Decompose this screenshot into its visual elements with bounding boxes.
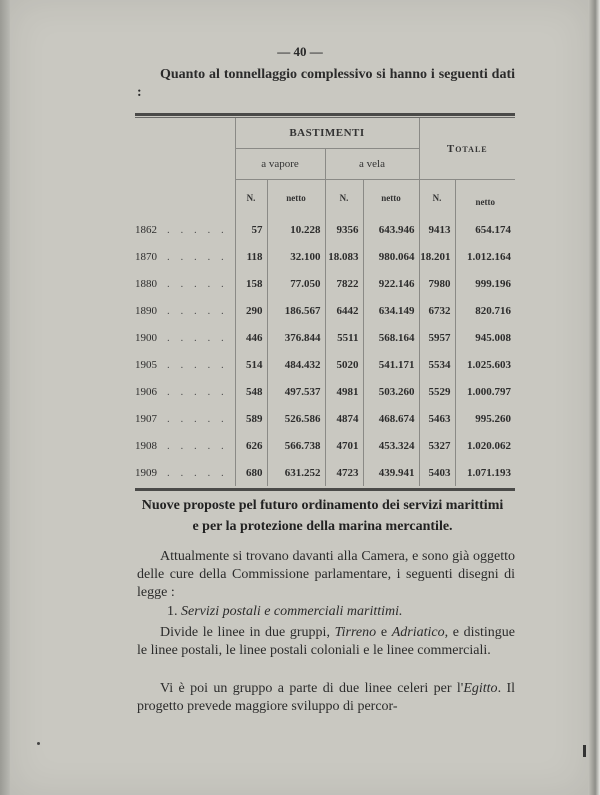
total-header: Totale <box>419 118 515 180</box>
vela-n-cell: 6442 <box>325 297 363 324</box>
leader-dots: . . . . . <box>167 223 228 236</box>
totale-netto-cell: 1.020.062 <box>455 432 515 459</box>
totale-netto-cell: 1.012.164 <box>455 243 515 270</box>
term-egitto: Egitto <box>463 681 498 696</box>
vapore-netto-cell: 497.537 <box>267 378 325 405</box>
vela-netto-cell: 980.064 <box>363 243 419 270</box>
leader-dots: . . . . . <box>167 439 228 452</box>
vapore-n-cell: 290 <box>235 297 267 324</box>
term-adriatico: Adriatico <box>391 625 445 640</box>
year-value: 1907 <box>135 412 157 425</box>
vapore-n-cell: 57 <box>235 216 267 243</box>
vela-netto-cell: 541.171 <box>363 351 419 378</box>
leader-dots: . . . . . <box>167 331 228 344</box>
list-item-1-number: 1. <box>167 604 178 619</box>
table-row <box>135 405 515 432</box>
year-header-blank <box>135 118 235 216</box>
paragraph-egitto-text-a: Vi è poi un gruppo a parte di due linee celeri per l' <box>160 681 464 696</box>
col-header-vapore-netto: netto <box>267 180 325 217</box>
table-row <box>135 432 515 459</box>
totale-n-cell: 18.201 <box>419 243 455 270</box>
scan-speck <box>37 742 40 745</box>
leader-dots: . . . . . <box>167 358 228 371</box>
vela-n-cell: 7822 <box>325 270 363 297</box>
year-cell <box>135 324 235 351</box>
vapore-netto-cell: 526.586 <box>267 405 325 432</box>
vela-n-cell: 4874 <box>325 405 363 432</box>
vapore-n-cell: 548 <box>235 378 267 405</box>
page-number: — 40 — <box>277 44 323 59</box>
leader-dots: . . . . . <box>167 304 228 317</box>
year-cell <box>135 243 235 270</box>
year-value: 1900 <box>135 331 157 344</box>
year-value: 1906 <box>135 385 157 398</box>
table-row <box>135 459 515 486</box>
year-value: 1905 <box>135 358 157 371</box>
vapore-n-cell: 680 <box>235 459 267 486</box>
year-value: 1908 <box>135 439 157 452</box>
vela-netto-cell: 634.149 <box>363 297 419 324</box>
year-cell <box>135 270 235 297</box>
paragraph-attualmente: Attualmente si trovano davanti alla Camera, e sono già oggetto delle cure della Commissione parlamentare, i seguenti disegni di legge : <box>137 549 515 600</box>
totale-netto-cell: 999.196 <box>455 270 515 297</box>
totale-netto-cell: 995.260 <box>455 405 515 432</box>
vapore-netto-cell: 10.228 <box>267 216 325 243</box>
vapore-netto-cell: 631.252 <box>267 459 325 486</box>
col-header-vapore-n: N. <box>235 180 267 217</box>
list-item-1-title: Servizi postali e commerciali marittimi. <box>181 604 403 619</box>
vapore-netto-cell: 376.844 <box>267 324 325 351</box>
vapore-n-cell: 118 <box>235 243 267 270</box>
leader-dots: . . . . . <box>167 385 228 398</box>
subheader-a-vapore: a vapore <box>235 149 325 180</box>
vela-netto-cell: 468.674 <box>363 405 419 432</box>
tonnage-table-container <box>135 113 515 491</box>
section-heading-line-1: Nuove proposte pel futuro ordinamento dei servizi marittimi <box>141 498 504 513</box>
totale-netto-cell: 1.000.797 <box>455 378 515 405</box>
term-tirreno: Tirreno <box>334 625 377 640</box>
table-row <box>135 324 515 351</box>
subheader-a-vela: a vela <box>325 149 419 180</box>
totale-n-cell: 5463 <box>419 405 455 432</box>
table-row <box>135 351 515 378</box>
scan-left-edge <box>0 0 10 795</box>
vapore-n-cell: 589 <box>235 405 267 432</box>
vela-n-cell: 5020 <box>325 351 363 378</box>
paragraph-divide <box>137 624 515 660</box>
year-cell <box>135 432 235 459</box>
vapore-netto-cell: 77.050 <box>267 270 325 297</box>
year-value: 1890 <box>135 304 157 317</box>
year-value: 1880 <box>135 277 157 290</box>
vela-n-cell: 18.083 <box>325 243 363 270</box>
col-header-totale-n: N. <box>419 180 455 217</box>
col-header-vela-n: N. <box>325 180 363 217</box>
leader-dots: . . . . . <box>167 466 228 479</box>
leader-dots: . . . . . <box>167 412 228 425</box>
vapore-netto-cell: 566.738 <box>267 432 325 459</box>
year-value: 1909 <box>135 466 157 479</box>
table-row <box>135 378 515 405</box>
vapore-n-cell: 514 <box>235 351 267 378</box>
totale-n-cell: 5534 <box>419 351 455 378</box>
table-row <box>135 243 515 270</box>
totale-netto-cell: 1.025.603 <box>455 351 515 378</box>
leader-dots: . . . . . <box>167 277 228 290</box>
vela-n-cell: 9356 <box>325 216 363 243</box>
totale-n-cell: 6732 <box>419 297 455 324</box>
vapore-n-cell: 626 <box>235 432 267 459</box>
paragraph-divide-text-b: , e distingue le linee postali, le linee postali coloniali e le linee commerciali. <box>137 625 516 658</box>
year-cell <box>135 216 235 243</box>
table-body <box>135 216 515 486</box>
vela-netto-cell: 922.146 <box>363 270 419 297</box>
paragraph-egitto-text-b: . Il progetto prevede maggiore sviluppo di percor- <box>137 681 515 714</box>
paragraph-divide-text-a: Divide le linee in due gruppi, <box>160 625 335 640</box>
list-item-1 <box>137 603 515 621</box>
table-row <box>135 297 515 324</box>
group-header-bastimenti: BASTIMENTI <box>235 118 419 149</box>
book-spine-edge <box>588 0 600 795</box>
tonnage-table <box>135 118 515 486</box>
totale-n-cell: 7980 <box>419 270 455 297</box>
totale-netto-cell: 945.008 <box>455 324 515 351</box>
paragraph-divide-conjunction: e <box>376 625 392 640</box>
vapore-n-cell: 446 <box>235 324 267 351</box>
table-row <box>135 216 515 243</box>
vapore-netto-cell: 32.100 <box>267 243 325 270</box>
table-top-rule <box>135 113 515 116</box>
col-header-vela-netto: netto <box>363 180 419 217</box>
vela-n-cell: 4981 <box>325 378 363 405</box>
col-header-totale-netto: netto <box>455 180 515 217</box>
totale-netto-cell: 654.174 <box>455 216 515 243</box>
vela-netto-cell: 439.941 <box>363 459 419 486</box>
totale-n-cell: 5403 <box>419 459 455 486</box>
totale-netto-cell: 1.071.193 <box>455 459 515 486</box>
vapore-netto-cell: 186.567 <box>267 297 325 324</box>
year-cell <box>135 459 235 486</box>
leader-dots: . . . . . <box>167 250 228 263</box>
year-cell <box>135 297 235 324</box>
vapore-netto-cell: 484.432 <box>267 351 325 378</box>
year-cell <box>135 405 235 432</box>
vela-netto-cell: 568.164 <box>363 324 419 351</box>
year-cell <box>135 351 235 378</box>
vela-netto-cell: 503.260 <box>363 378 419 405</box>
totale-n-cell: 5957 <box>419 324 455 351</box>
vela-n-cell: 4723 <box>325 459 363 486</box>
year-cell <box>135 378 235 405</box>
spine-mark <box>583 745 586 757</box>
totale-n-cell: 5327 <box>419 432 455 459</box>
year-value: 1862 <box>135 223 157 236</box>
section-heading <box>130 495 515 537</box>
section-heading-line-2: e per la protezione della marina mercantile. <box>192 519 453 534</box>
paragraph-egitto <box>137 680 515 716</box>
vela-n-cell: 5511 <box>325 324 363 351</box>
vela-netto-cell: 453.324 <box>363 432 419 459</box>
vapore-n-cell: 158 <box>235 270 267 297</box>
year-value: 1870 <box>135 250 157 263</box>
table-row <box>135 270 515 297</box>
vela-netto-cell: 643.946 <box>363 216 419 243</box>
totale-n-cell: 9413 <box>419 216 455 243</box>
table-bottom-rule <box>135 488 515 491</box>
vela-n-cell: 4701 <box>325 432 363 459</box>
intro-paragraph: Quanto al tonnellaggio complessivo si hanno i seguenti dati : <box>137 67 515 100</box>
totale-netto-cell: 820.716 <box>455 297 515 324</box>
totale-n-cell: 5529 <box>419 378 455 405</box>
